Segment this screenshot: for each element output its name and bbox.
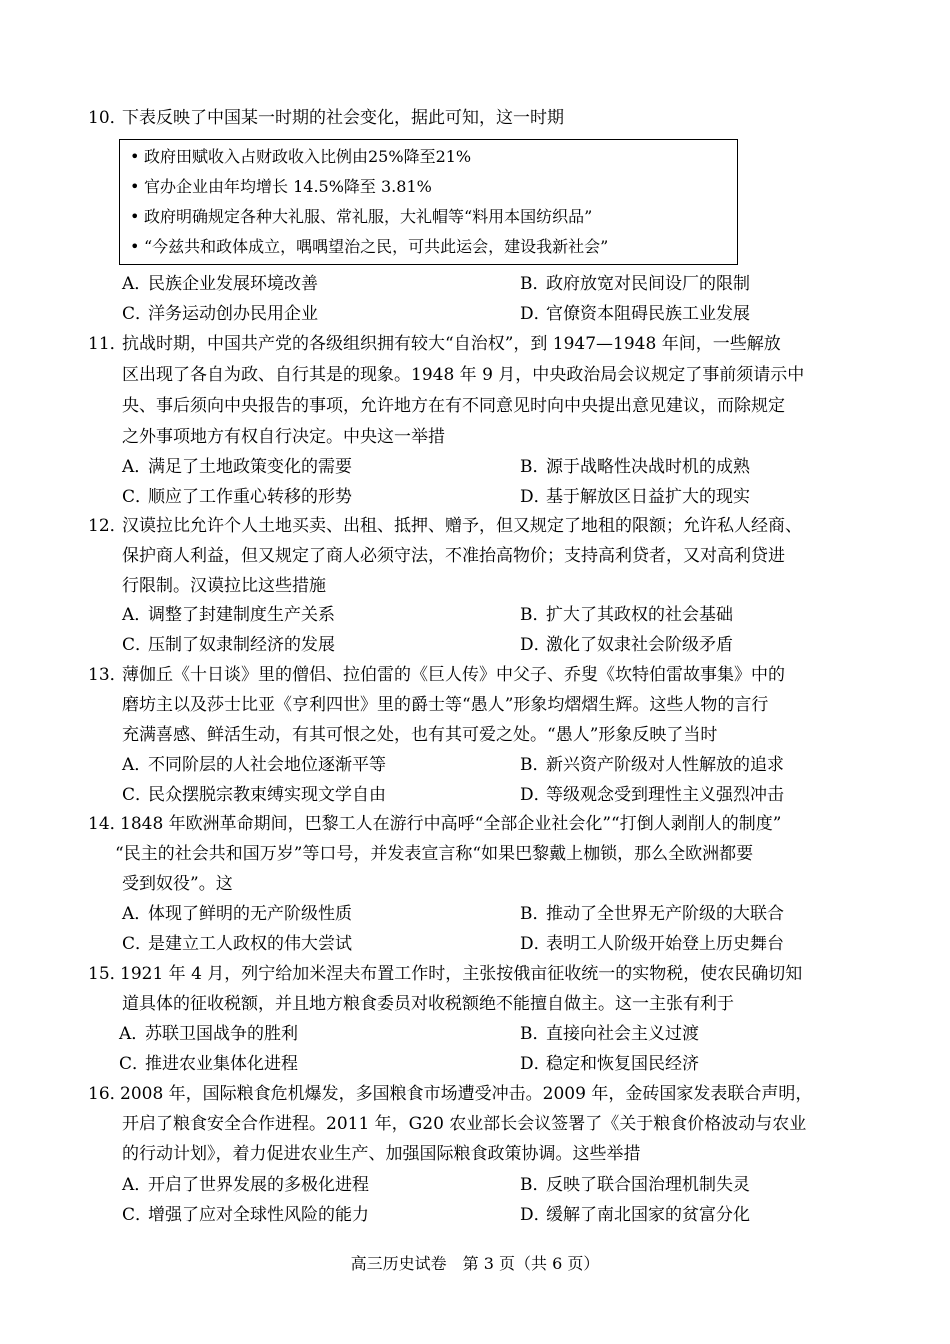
table-row-text: 官办企业由年均增长 14.5%降至 3.81% [144, 177, 432, 196]
option-d[interactable] [520, 783, 784, 807]
question-number: 16． [88, 1084, 127, 1104]
option-letter: B． [520, 605, 550, 625]
option-b[interactable] [520, 272, 750, 296]
bullet-icon: • [130, 177, 140, 196]
question-stem-line: 的行动计划》，着力促进农业生产、加强国际粮食政策协调。这些举措 [122, 1144, 641, 1164]
question-stem-line: 开启了粮食安全合作进程。2011 年，G20 农业部长会议签署了《关于粮食价格波动与农业 [122, 1114, 807, 1134]
option-letter: C． [122, 304, 153, 324]
question-stem-line: 1848 年欧洲革命期间，巴黎工人在游行中高呼“全部企业社会化”“打倒人剥削人的制度” [120, 814, 782, 834]
question-stem-line: 行限制。汉谟拉比这些措施 [122, 576, 326, 596]
bullet-icon: • [130, 207, 140, 226]
data-table-box [119, 139, 738, 265]
option-b[interactable] [520, 753, 784, 777]
option-a[interactable] [122, 753, 386, 777]
option-d[interactable] [520, 302, 750, 326]
option-text: 等级观念受到理性主义强烈冲击 [546, 785, 784, 805]
option-c[interactable] [119, 1052, 298, 1076]
option-text: 表明工人阶级开始登上历史舞台 [546, 934, 784, 954]
option-text: 调整了封建制度生产关系 [148, 605, 335, 625]
option-text: 体现了鲜明的无产阶级性质 [148, 904, 352, 924]
option-letter: A． [122, 457, 152, 477]
option-a[interactable] [122, 272, 318, 296]
option-b[interactable] [520, 603, 733, 627]
question-stem-line: 汉谟拉比允许个人土地买卖、出租、抵押、赠予，但又规定了地租的限额；允许私人经商、 [122, 516, 802, 536]
option-letter: A． [122, 274, 152, 294]
option-letter: A． [122, 904, 152, 924]
option-text: 缓解了南北国家的贫富分化 [546, 1205, 750, 1225]
option-text: 政府放宽对民间设厂的限制 [546, 274, 750, 294]
option-text: 反映了联合国治理机制失灵 [546, 1175, 750, 1195]
option-text: 激化了奴隶社会阶级矛盾 [546, 635, 733, 655]
question-stem-line: 受到奴役”。这 [122, 874, 233, 894]
option-d[interactable] [520, 1203, 750, 1227]
table-row [130, 236, 608, 258]
option-a[interactable] [122, 902, 352, 926]
question-stem-line: 保护商人利益，但又规定了商人必须守法，不准抬高物价；支持高利贷者，又对高利贷进 [122, 546, 785, 566]
option-b[interactable] [520, 902, 784, 926]
table-row [130, 146, 471, 168]
table-row [130, 206, 592, 228]
table-row-text: 政府田赋收入占财政收入比例由25%降至21% [144, 147, 472, 166]
option-text: 推进农业集体化进程 [145, 1054, 298, 1074]
option-a[interactable] [119, 1022, 298, 1046]
option-c[interactable] [122, 783, 386, 807]
option-text: 民众摆脱宗教束缚实现文学自由 [148, 785, 386, 805]
option-letter: B． [520, 274, 550, 294]
option-text: 基于解放区日益扩大的现实 [546, 487, 750, 507]
option-d[interactable] [520, 485, 750, 509]
option-letter: A． [122, 1175, 152, 1195]
option-letter: C． [122, 1205, 153, 1225]
option-text: 顺应了工作重心转移的形势 [148, 487, 352, 507]
question-stem-line: 之外事项地方有权自行决定。中央这一举措 [122, 427, 445, 447]
option-text: 直接向社会主义过渡 [546, 1024, 699, 1044]
option-b[interactable] [520, 1022, 699, 1046]
option-d[interactable] [520, 1052, 699, 1076]
option-letter: C． [122, 785, 153, 805]
bullet-icon: • [130, 237, 140, 256]
table-row [130, 176, 432, 198]
option-a[interactable] [122, 455, 352, 479]
option-letter: B． [520, 457, 550, 477]
option-letter: D． [520, 635, 551, 655]
option-letter: C． [119, 1054, 150, 1074]
question-number: 15． [88, 964, 127, 984]
question-stem-line: 抗战时期，中国共产党的各级组织拥有较大“自治权”，到 1947—1948 年间，一些解放 [122, 334, 781, 354]
option-text: 源于战略性决战时机的成熟 [546, 457, 750, 477]
option-letter: C． [122, 487, 153, 507]
question-stem-line: 央、事后须向中央报告的事项，允许地方在有不同意见时向中央提出意见建议，而除规定 [122, 396, 785, 416]
option-text: 压制了奴隶制经济的发展 [148, 635, 335, 655]
option-a[interactable] [122, 1173, 369, 1197]
question-number: 13． [88, 665, 127, 685]
question-stem-line: 磨坊主以及莎士比亚《亨利四世》里的爵士等“愚人”形象均熠熠生辉。这些人物的言行 [122, 695, 769, 715]
option-text: 扩大了其政权的社会基础 [546, 605, 733, 625]
option-text: 开启了世界发展的多极化进程 [148, 1175, 369, 1195]
question-stem-line: 下表反映了中国某一时期的社会变化，据此可知，这一时期 [122, 108, 564, 128]
question-stem-line: 充满喜感、鲜活生动，有其可恨之处，也有其可爱之处。“愚人”形象反映了当时 [122, 725, 718, 745]
option-d[interactable] [520, 633, 733, 657]
option-text: 苏联卫国战争的胜利 [145, 1024, 298, 1044]
option-letter: B． [520, 1024, 550, 1044]
option-letter: D． [520, 1205, 551, 1225]
option-letter: D． [520, 1054, 551, 1074]
question-stem-line: “民主的社会共和国万岁”等口号，并发表宣言称“如果巴黎戴上枷锁，那么全欧洲都要 [115, 844, 754, 864]
option-letter: A． [122, 755, 152, 775]
table-row-text: 政府明确规定各种大礼服、常礼服，大礼帽等“料用本国纺织品” [144, 207, 593, 226]
question-number: 10． [88, 108, 127, 128]
question-stem-line: 薄伽丘《十日谈》里的僧侣、拉伯雷的《巨人传》中父子、乔叟《坎特伯雷故事集》中的 [122, 665, 785, 685]
option-text: 推动了全世界无产阶级的大联合 [546, 904, 784, 924]
option-text: 满足了土地政策变化的需要 [148, 457, 352, 477]
option-c[interactable] [122, 1203, 369, 1227]
option-c[interactable] [122, 633, 335, 657]
question-stem-line: 1921 年 4 月，列宁给加米涅夫布置工作时，主张按俄亩征收统一的实物税，使农民确切知 [120, 964, 803, 984]
option-text: 洋务运动创办民用企业 [148, 304, 318, 324]
option-text: 增强了应对全球性风险的能力 [148, 1205, 369, 1225]
option-text: 是建立工人政权的伟大尝试 [148, 934, 352, 954]
option-letter: D． [520, 934, 551, 954]
option-c[interactable] [122, 302, 318, 326]
option-letter: B． [520, 904, 550, 924]
question-stem-line: 2008 年，国际粮食危机爆发，多国粮食市场遭受冲击。2009 年，金砖国家发表联合声明， [120, 1084, 813, 1104]
option-letter: D． [520, 487, 551, 507]
option-a[interactable] [122, 603, 335, 627]
option-text: 官僚资本阻碍民族工业发展 [546, 304, 750, 324]
option-letter: B． [520, 1175, 550, 1195]
option-letter: A． [122, 605, 152, 625]
option-c[interactable] [122, 485, 352, 509]
option-text: 民族企业发展环境改善 [148, 274, 318, 294]
option-text: 不同阶层的人社会地位逐渐平等 [148, 755, 386, 775]
question-number: 14． [88, 814, 127, 834]
page-footer: 高三历史试卷 第 3 页（共 6 页） [350, 1254, 600, 1273]
question-number: 11． [88, 334, 127, 354]
option-letter: D． [520, 304, 551, 324]
table-row-text: “今兹共和政体成立，喁喁望治之民，可共此运会，建设我新社会” [144, 237, 609, 256]
option-d[interactable] [520, 932, 784, 956]
bullet-icon: • [130, 147, 140, 166]
question-number: 12． [88, 516, 127, 536]
option-letter: A． [119, 1024, 149, 1044]
option-b[interactable] [520, 455, 750, 479]
option-letter: B． [520, 755, 550, 775]
option-text: 新兴资产阶级对人性解放的追求 [546, 755, 784, 775]
option-letter: C． [122, 635, 153, 655]
option-text: 稳定和恢复国民经济 [546, 1054, 699, 1074]
question-stem-line: 区出现了各自为政、自行其是的现象。1948 年 9 月，中央政治局会议规定了事前须请示中 [122, 365, 805, 385]
question-stem-line: 道具体的征收税额，并且地方粮食委员对收税额绝不能擅自做主。这一主张有利于 [122, 994, 734, 1014]
option-letter: D． [520, 785, 551, 805]
option-c[interactable] [122, 932, 352, 956]
option-letter: C． [122, 934, 153, 954]
option-b[interactable] [520, 1173, 750, 1197]
